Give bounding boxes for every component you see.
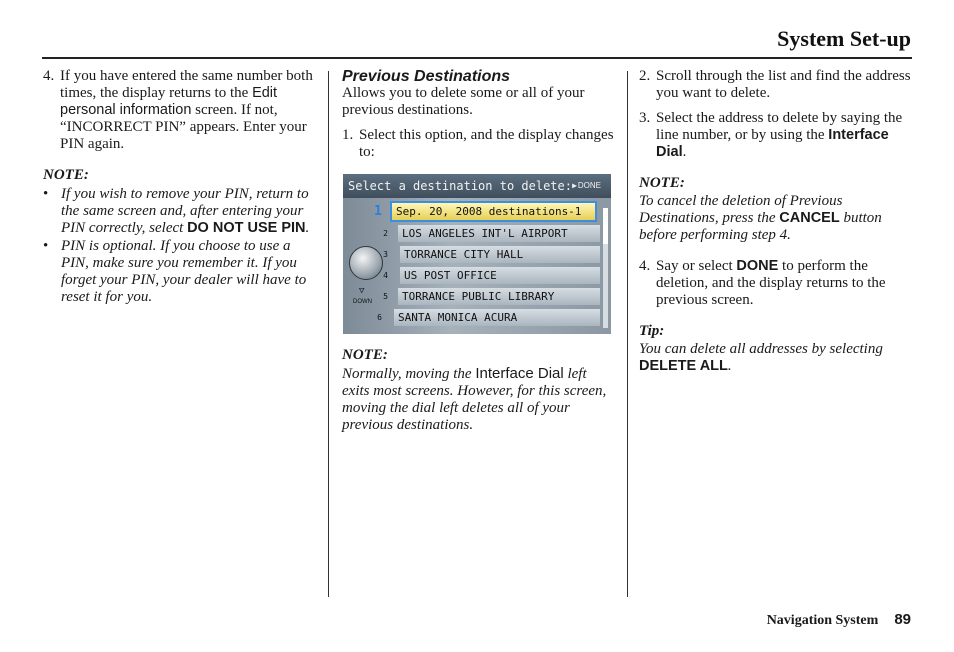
column-divider-2 — [627, 71, 628, 597]
done-ref: DONE — [736, 258, 779, 274]
delete-all-ref: DELETE ALL — [639, 358, 728, 374]
edit-personal-info-ref: Edit personal information — [60, 85, 278, 118]
section-title: Previous Destinations — [342, 68, 511, 85]
column-3: 2. Scroll through the list and find the address you want to delete. 3. Select the address to delete by saying the line number, or by using the Interface Dial. NOTE: To cancel the deletion of Previous Destinations, press the CANCEL button before performing step 4. 4. Say or select DONE to perform the deletion, and the display returns to the previous screen. Tip: You can delete all addresses by selecting DELETE ALL. — [639, 68, 911, 374]
page-number: 89 — [894, 611, 911, 628]
screen-header — [343, 174, 611, 198]
note-bullet: • If you wish to remove your PIN, return to the same screen and, after entering your PIN correctly, select DO NOT USE PIN. — [43, 186, 310, 236]
delete-destination-screen — [343, 174, 611, 334]
column-2-note: NOTE: Normally, moving the Interface Dial left exits most screens. However, for this screen, moving the dial left deletes all of your previous destinations. — [342, 347, 614, 434]
step-3: 3. Select the address to delete by saying the line number, or by using the Interface Dial. — [639, 110, 903, 160]
section-intro: Allows you to delete some or all of your previous destinations. — [342, 85, 585, 118]
step-4-pin: 4. If you have entered the same number both times, the display returns to the Edit personal information screen. If not, “INCORRECT PIN” appears. Enter your PIN again. — [43, 68, 313, 152]
note-heading: NOTE: — [43, 167, 89, 183]
cancel-ref: CANCEL — [779, 210, 840, 226]
column-1 — [43, 68, 315, 306]
screen-title: Select a destination to delete: — [348, 179, 572, 193]
step-4: 4. Say or select DONE to perform the deletion, and the display returns to the previous screen. — [639, 258, 886, 308]
note-bullet: • PIN is optional. If you choose to use a PIN, make sure you remember it. If you forget your PIN, your dealer will have to reset it for you. — [43, 238, 307, 305]
title-rule — [42, 57, 912, 59]
page-footer — [767, 611, 911, 629]
page-title: System Set-up — [777, 26, 911, 51]
down-label: DOWN — [353, 299, 372, 305]
scrollbar-thumb — [603, 208, 608, 244]
step-number: 4. — [43, 68, 55, 84]
note-heading: NOTE: — [639, 175, 685, 191]
screen-done-label: DONE — [577, 181, 601, 190]
interface-dial-ref: Interface Dial — [475, 365, 564, 382]
note-heading: NOTE: — [342, 347, 388, 363]
step-1: 1. Select this option, and the display changes to: — [342, 127, 614, 160]
screen-body: ▽ DOWN 1 Sep. 20, 2008 destinations-1 2 LOS ANGELES INT'L AIRPORT 3 TORRANCE CITY HALL 4 US POST OFFICE 5 TORRANCE PUBLIC LIBRARY 6 SANTA MONICA ACURA — [343, 198, 611, 334]
footer-label: Navigation System — [766, 613, 879, 628]
down-arrow-icon: ▽ — [359, 286, 365, 296]
do-not-use-pin-ref: DO NOT USE PIN — [187, 220, 306, 236]
play-icon: ▶ — [572, 181, 577, 190]
interface-dial-ref: Interface Dial — [656, 127, 889, 160]
tip-heading: Tip: — [639, 323, 665, 339]
column-2 — [342, 68, 614, 161]
column-divider-1 — [328, 71, 329, 597]
step-2: 2. Scroll through the list and find the address you want to delete. — [639, 68, 911, 101]
